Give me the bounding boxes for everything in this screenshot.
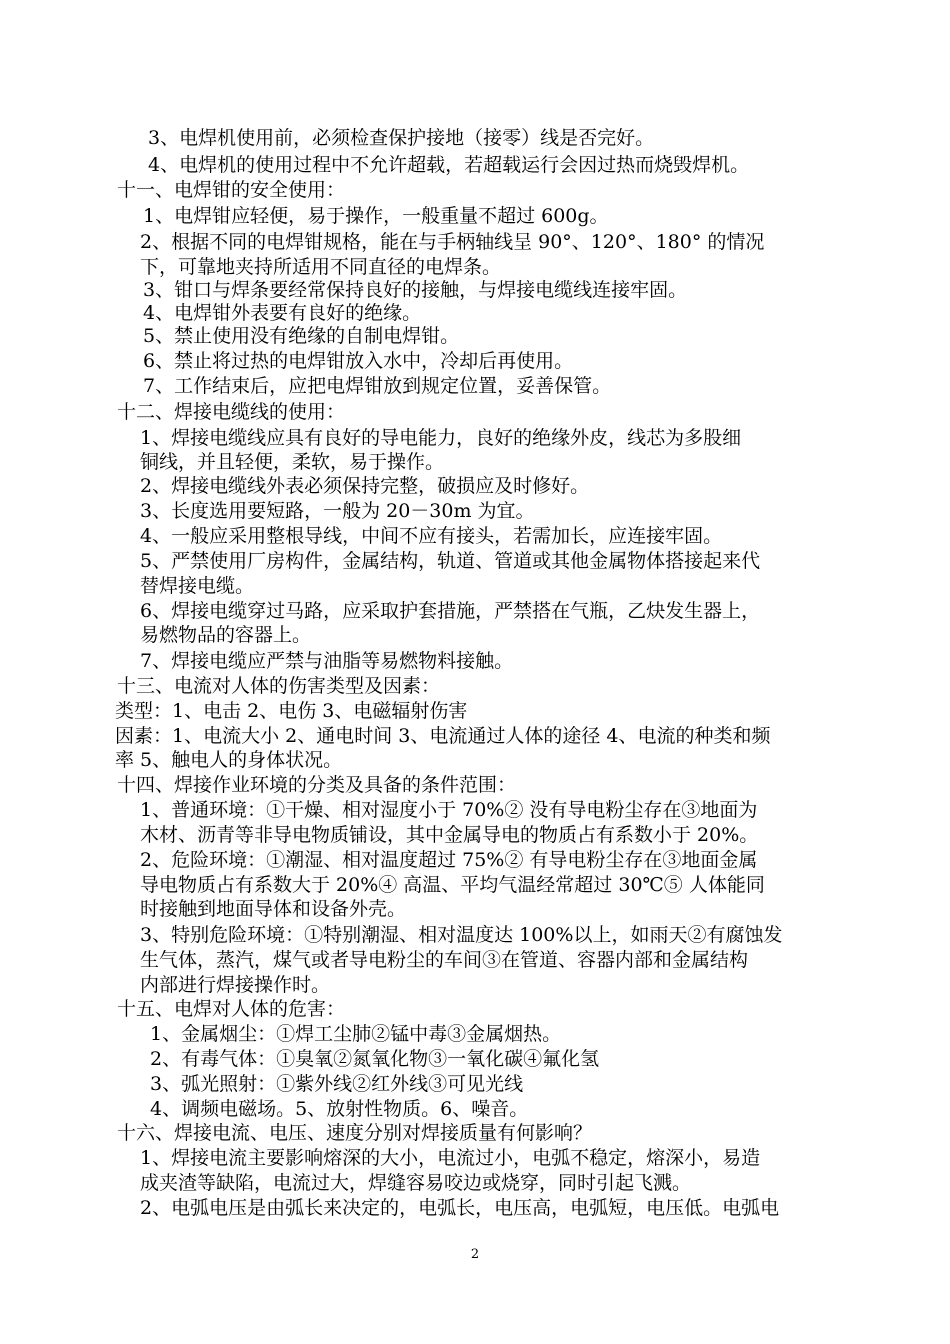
text-line: 7、焊接电缆应严禁与油脂等易燃物料接触。 <box>140 650 514 672</box>
text-line: 2、有毒气体：①臭氧②氮氧化物③一氧化碳④氟化氢 <box>150 1048 600 1070</box>
text-line: 木材、沥青等非导电物质铺设，其中金属导电的物质占有系数小于 20%。 <box>140 824 759 846</box>
section-heading: 十五、电焊对人体的危害： <box>117 998 346 1020</box>
text-line: 时接触到地面导体和设备外壳。 <box>140 898 407 920</box>
page-number: 2 <box>470 1247 480 1262</box>
text-line: 3、长度选用要短路，一般为 20－30m 为宜。 <box>140 500 535 522</box>
text-line: 内部进行焊接操作时。 <box>140 974 331 996</box>
text-line: 成夹渣等缺陷，电流过大，焊缝容易咬边或烧穿，同时引起飞溅。 <box>140 1172 692 1194</box>
section-heading: 十一、电焊钳的安全使用： <box>117 179 346 201</box>
text-line: 易燃物品的容器上。 <box>140 624 312 646</box>
text-line: 1、电焊钳应轻便，易于操作，一般重量不超过 600g。 <box>143 205 609 227</box>
text-line: 4、调频电磁场。5、放射性物质。6、噪音。 <box>150 1098 529 1120</box>
text-line: 下，可靠地夹持所适用不同直径的电焊条。 <box>140 256 502 278</box>
text-line: 因素：1、电流大小 2、通电时间 3、电流通过人体的途径 4、电流的种类和频 <box>115 725 771 747</box>
text-line: 3、弧光照射：①紫外线②红外线③可见光线 <box>150 1073 524 1095</box>
text-line: 5、禁止使用没有绝缘的自制电焊钳。 <box>143 325 460 347</box>
text-line: 率 5、触电人的身体状况。 <box>115 749 343 771</box>
text-line: 1、金属烟尘：①焊工尘肺②锰中毒③金属烟热。 <box>150 1023 562 1045</box>
text-line: 2、电弧电压是由弧长来决定的，电弧长，电压高，电弧短，电压低。电弧电 <box>140 1197 780 1219</box>
text-line: 4、一般应采用整根导线，中间不应有接头，若需加长，应连接牢固。 <box>140 525 723 547</box>
text-line: 2、根据不同的电焊钳规格，能在与手柄轴线呈 90°、120°、180° 的情况 <box>140 231 765 253</box>
text-line: 3、电焊机使用前，必须检查保护接地（接零）线是否完好。 <box>148 127 655 149</box>
text-line: 3、特别危险环境：①特别潮湿、相对温度达 100%以上，如雨天②有腐蚀发 <box>140 924 783 946</box>
text-line: 导电物质占有系数大于 20%④ 高温、平均气温经常超过 30℃⑤ 人体能同 <box>140 874 765 896</box>
section-heading: 十六、焊接电流、电压、速度分别对焊接质量有何影响？ <box>117 1122 593 1144</box>
section-heading: 十二、焊接电缆线的使用： <box>117 401 346 423</box>
text-line: 铜线，并且轻便，柔软，易于操作。 <box>140 451 445 473</box>
text-line: 7、工作结束后，应把电焊钳放到规定位置，妥善保管。 <box>143 375 612 397</box>
text-line: 5、严禁使用厂房构件，金属结构，轨道、管道或其他金属物体搭接起来代 <box>140 550 761 572</box>
section-heading: 十三、电流对人体的伤害类型及因素： <box>117 675 441 697</box>
text-line: 4、电焊钳外表要有良好的绝缘。 <box>143 302 422 324</box>
text-line: 1、普通环境：①干燥、相对湿度小于 70%② 没有导电粉尘存在③地面为 <box>140 799 758 821</box>
text-line: 替焊接电缆。 <box>140 575 255 597</box>
text-line: 2、危险环境：①潮湿、相对温度超过 75%② 有导电粉尘存在③地面金属 <box>140 849 758 871</box>
section-heading: 十四、焊接作业环境的分类及具备的条件范围： <box>117 774 517 796</box>
text-line: 1、焊接电流主要影响熔深的大小，电流过小，电弧不稳定，熔深小，易造 <box>140 1147 761 1169</box>
text-line: 3、钳口与焊条要经常保持良好的接触，与焊接电缆线连接牢固。 <box>143 279 688 301</box>
text-line: 6、禁止将过热的电焊钳放入水中，冷却后再使用。 <box>143 350 574 372</box>
text-line: 1、焊接电缆线应具有良好的导电能力，良好的绝缘外皮，线芯为多股细 <box>140 427 742 449</box>
text-line: 6、焊接电缆穿过马路，应采取护套措施，严禁搭在气瓶，乙炔发生器上， <box>140 600 761 622</box>
text-line: 生气体，蒸汽，煤气或者导电粉尘的车间③在管道、容器内部和金属结构 <box>140 949 749 971</box>
text-line: 类型：1、电击 2、电伤 3、电磁辐射伤害 <box>115 700 468 722</box>
text-line: 4、电焊机的使用过程中不允许超载，若超载运行会因过热而烧毁焊机。 <box>148 154 750 176</box>
text-line: 2、焊接电缆线外表必须保持完整，破损应及时修好。 <box>140 475 590 497</box>
